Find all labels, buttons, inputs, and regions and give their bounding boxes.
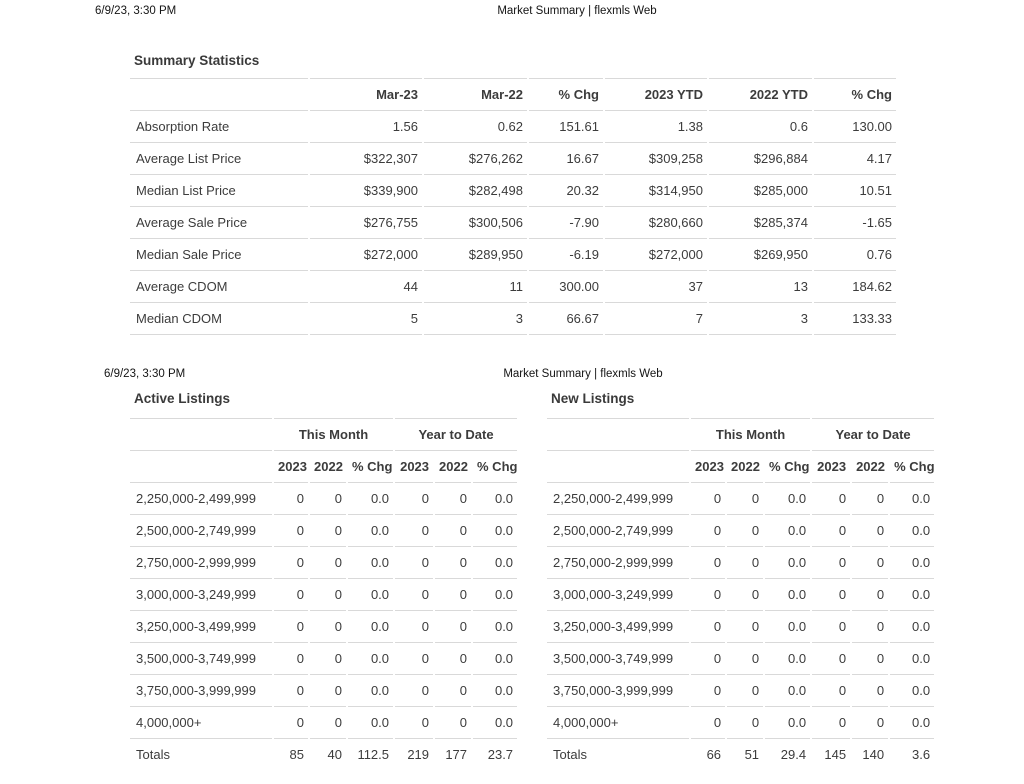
cell-value: 0.0 xyxy=(890,547,934,579)
cell-value: $285,000 xyxy=(709,175,812,207)
table-row xyxy=(547,579,934,611)
cell-value: $276,755 xyxy=(310,207,422,239)
row-label: 2,750,000-2,999,999 xyxy=(130,547,272,579)
cell-value: 0.0 xyxy=(765,515,810,547)
column-header: 2023 xyxy=(274,451,308,483)
cell-value: 0.62 xyxy=(424,111,527,143)
row-label: Absorption Rate xyxy=(130,111,308,143)
cell-value: 0.0 xyxy=(348,675,393,707)
cell-value: 0 xyxy=(727,483,763,515)
cell-value: 51 xyxy=(744,747,760,762)
cell-value: $339,900 xyxy=(310,175,422,207)
row-label: 4,000,000+ xyxy=(130,707,272,739)
cell-value: 0 xyxy=(727,675,763,707)
cell-value: 0 xyxy=(395,579,433,611)
row-label: Median List Price xyxy=(130,175,308,207)
cell-value: 0.0 xyxy=(765,483,810,515)
cell-value: 0 xyxy=(691,643,725,675)
column-header: % Chg xyxy=(814,78,896,111)
cell-value: 0 xyxy=(812,547,850,579)
group-header-blank xyxy=(547,418,689,451)
cell-value: 0 xyxy=(310,707,346,739)
column-header-blank xyxy=(547,451,689,483)
cell-value: 0 xyxy=(691,707,725,739)
cell-value: 0.0 xyxy=(765,707,810,739)
column-header-blank xyxy=(130,451,272,483)
cell-value: -1.65 xyxy=(814,207,896,239)
table-row xyxy=(130,579,517,611)
cell-value: $272,000 xyxy=(310,239,422,271)
row-label: 3,000,000-3,249,999 xyxy=(547,579,689,611)
cell-value: 0 xyxy=(395,611,433,643)
column-header-blank xyxy=(130,78,308,111)
cell-value: 5 xyxy=(310,303,422,335)
cell-value: $280,660 xyxy=(605,207,707,239)
cell-value: 145 xyxy=(824,747,847,762)
cell-value: 3 xyxy=(424,303,527,335)
table-row xyxy=(130,675,517,707)
cell-value: 0 xyxy=(395,675,433,707)
row-label: Totals xyxy=(553,747,588,762)
column-header: % Chg xyxy=(890,451,934,483)
row-label: Average List Price xyxy=(130,143,308,175)
column-header: 2022 xyxy=(727,451,763,483)
section-title-active-listings: Active Listings xyxy=(134,391,231,406)
summary-statistics-body xyxy=(130,111,896,335)
cell-value: 11 xyxy=(424,271,527,303)
print-title: Market Summary | flexmls Web xyxy=(497,5,657,17)
cell-value: -7.90 xyxy=(529,207,603,239)
row-label: 2,250,000-2,499,999 xyxy=(130,483,272,515)
cell-value: 151.61 xyxy=(529,111,603,143)
row-label: Average Sale Price xyxy=(130,207,308,239)
row-label: Average CDOM xyxy=(130,271,308,303)
cell-value: 133.33 xyxy=(814,303,896,335)
table-row xyxy=(547,611,934,643)
column-header: 2022 YTD xyxy=(709,78,812,111)
cell-value: 219 xyxy=(407,747,430,762)
cell-value: $272,000 xyxy=(605,239,707,271)
cell-value: 0 xyxy=(852,483,888,515)
table-row xyxy=(130,707,517,739)
cell-value: 0 xyxy=(812,675,850,707)
cell-value: 37 xyxy=(605,271,707,303)
cell-value: 0 xyxy=(274,611,308,643)
row-label: 3,000,000-3,249,999 xyxy=(130,579,272,611)
cell-value: 0.0 xyxy=(890,611,934,643)
cell-value: 0.0 xyxy=(348,707,393,739)
cell-value: 0.0 xyxy=(890,675,934,707)
cell-value: 177 xyxy=(445,747,468,762)
cell-value: 0 xyxy=(310,515,346,547)
table-row xyxy=(130,111,896,143)
cell-value: 0 xyxy=(274,579,308,611)
cell-value: 0 xyxy=(274,515,308,547)
row-label: 3,250,000-3,499,999 xyxy=(130,611,272,643)
cell-value: $309,258 xyxy=(605,143,707,175)
cell-value: 0.0 xyxy=(348,515,393,547)
cell-value: 0 xyxy=(852,515,888,547)
cell-value: 0 xyxy=(691,675,725,707)
print-timestamp: 6/9/23, 3:30 PM xyxy=(104,368,186,380)
group-header-row xyxy=(130,418,517,451)
cell-value: 0 xyxy=(852,675,888,707)
cell-value: 0 xyxy=(435,611,471,643)
cell-value: 0 xyxy=(310,547,346,579)
table-row xyxy=(547,483,934,515)
cell-value: 300.00 xyxy=(529,271,603,303)
row-label: 3,250,000-3,499,999 xyxy=(547,611,689,643)
cell-value: 0 xyxy=(395,547,433,579)
group-header-row xyxy=(547,418,934,451)
cell-value: 0 xyxy=(274,707,308,739)
cell-value: 0 xyxy=(727,707,763,739)
cell-value: 0 xyxy=(691,483,725,515)
cell-value: 85 xyxy=(289,747,304,762)
cell-value: 0.0 xyxy=(765,547,810,579)
cell-value: 3 xyxy=(709,303,812,335)
cell-value: 20.32 xyxy=(529,175,603,207)
cell-value: 0.0 xyxy=(348,579,393,611)
group-header-this-month: This Month xyxy=(274,418,393,451)
cell-value: 0 xyxy=(812,707,850,739)
cell-value: 0.0 xyxy=(348,547,393,579)
cell-value: 0 xyxy=(812,515,850,547)
active-listings-block xyxy=(128,391,519,770)
cell-value: 0.0 xyxy=(765,579,810,611)
cell-value: 0.6 xyxy=(709,111,812,143)
cell-value: 0 xyxy=(691,547,725,579)
cell-value: 184.62 xyxy=(814,271,896,303)
cell-value: 0 xyxy=(691,611,725,643)
cell-value: 29.4 xyxy=(780,747,807,762)
cell-value: 0.0 xyxy=(473,611,517,643)
cell-value: 0 xyxy=(435,579,471,611)
cell-value: $300,506 xyxy=(424,207,527,239)
cell-value: 0 xyxy=(395,643,433,675)
cell-value: 13 xyxy=(709,271,812,303)
column-header: 2023 xyxy=(395,451,433,483)
cell-value: 140 xyxy=(862,747,885,762)
listing-table-body xyxy=(547,483,934,770)
cell-value: 0.0 xyxy=(473,707,517,739)
cell-value: 0 xyxy=(435,515,471,547)
cell-value: 0 xyxy=(435,547,471,579)
cell-value: $276,262 xyxy=(424,143,527,175)
row-label: 2,250,000-2,499,999 xyxy=(547,483,689,515)
cell-value: 0 xyxy=(852,611,888,643)
cell-value: 0 xyxy=(310,643,346,675)
cell-value: 66.67 xyxy=(529,303,603,335)
table-row xyxy=(130,207,896,239)
column-header: 2022 xyxy=(310,451,346,483)
row-label: Totals xyxy=(136,747,170,762)
cell-value: 7 xyxy=(605,303,707,335)
cell-value: 0.0 xyxy=(473,483,517,515)
active-listings-table xyxy=(128,418,519,770)
row-label: 2,750,000-2,999,999 xyxy=(547,547,689,579)
table-header-row xyxy=(130,78,896,111)
cell-value: 112.5 xyxy=(357,747,390,762)
row-label: 4,000,000+ xyxy=(547,707,689,739)
row-label: 2,500,000-2,749,999 xyxy=(547,515,689,547)
cell-value: 0 xyxy=(435,643,471,675)
section-title-new-listings: New Listings xyxy=(551,391,635,406)
summary-statistics-table xyxy=(128,78,898,335)
cell-value: 4.17 xyxy=(814,143,896,175)
cell-value: 0 xyxy=(274,643,308,675)
cell-value: 0 xyxy=(310,675,346,707)
summary-statistics-section xyxy=(128,53,896,335)
cell-value: $289,950 xyxy=(424,239,527,271)
cell-value: 10.51 xyxy=(814,175,896,207)
cell-value: 0.0 xyxy=(890,515,934,547)
cell-value: 0.76 xyxy=(814,239,896,271)
cell-value: 0 xyxy=(727,611,763,643)
table-row xyxy=(130,303,896,335)
table-row xyxy=(130,515,517,547)
table-row xyxy=(130,483,517,515)
table-row xyxy=(130,739,517,770)
cell-value: 0 xyxy=(691,579,725,611)
cell-value: $322,307 xyxy=(310,143,422,175)
cell-value: 0 xyxy=(812,579,850,611)
row-label: 3,750,000-3,999,999 xyxy=(547,675,689,707)
cell-value: $314,950 xyxy=(605,175,707,207)
cell-value: $296,884 xyxy=(709,143,812,175)
cell-value: 0.0 xyxy=(890,483,934,515)
cell-value: $269,950 xyxy=(709,239,812,271)
cell-value: 0.0 xyxy=(765,611,810,643)
cell-value: 0 xyxy=(812,611,850,643)
table-row xyxy=(547,739,934,770)
new-listings-block xyxy=(545,391,936,770)
cell-value: -6.19 xyxy=(529,239,603,271)
new-listings-table xyxy=(545,418,936,770)
column-header: 2022 xyxy=(852,451,888,483)
cell-value: 44 xyxy=(310,271,422,303)
listing-table-body xyxy=(130,483,517,770)
cell-value: 0 xyxy=(691,515,725,547)
cell-value: 0 xyxy=(310,611,346,643)
cell-value: 1.38 xyxy=(605,111,707,143)
cell-value: 0 xyxy=(812,643,850,675)
cell-value: 1.56 xyxy=(310,111,422,143)
cell-value: 3.6 xyxy=(912,747,931,762)
cell-value: 0.0 xyxy=(473,547,517,579)
table-row xyxy=(547,675,934,707)
cell-value: 0 xyxy=(852,547,888,579)
table-row xyxy=(130,143,896,175)
cell-value: 0 xyxy=(727,643,763,675)
table-row xyxy=(130,271,896,303)
cell-value: 0 xyxy=(852,579,888,611)
table-row xyxy=(130,611,517,643)
row-label: 3,500,000-3,749,999 xyxy=(130,643,272,675)
cell-value: 23.7 xyxy=(487,747,514,762)
cell-value: 0 xyxy=(727,515,763,547)
group-header-this-month: This Month xyxy=(691,418,810,451)
table-row xyxy=(130,175,896,207)
cell-value: 0 xyxy=(274,483,308,515)
cell-value: 0 xyxy=(727,547,763,579)
column-header: 2023 xyxy=(691,451,725,483)
cell-value: 0.0 xyxy=(890,707,934,739)
cell-value: 0 xyxy=(852,643,888,675)
cell-value: $282,498 xyxy=(424,175,527,207)
row-label: Median CDOM xyxy=(130,303,308,335)
group-header-year-to-date: Year to Date xyxy=(812,418,934,451)
cell-value: 0 xyxy=(812,483,850,515)
column-header: 2023 YTD xyxy=(605,78,707,111)
column-header: % Chg xyxy=(765,451,810,483)
row-label: 2,500,000-2,749,999 xyxy=(130,515,272,547)
cell-value: 0 xyxy=(310,579,346,611)
table-row xyxy=(130,547,517,579)
cell-value: 0 xyxy=(395,707,433,739)
cell-value: 0 xyxy=(274,675,308,707)
cell-value: 0.0 xyxy=(890,643,934,675)
table-row xyxy=(547,547,934,579)
column-header: % Chg xyxy=(529,78,603,111)
cell-value: 0.0 xyxy=(473,579,517,611)
table-header-row xyxy=(130,451,517,483)
cell-value: 0.0 xyxy=(890,579,934,611)
column-header: 2023 xyxy=(812,451,850,483)
section-title-summary-statistics: Summary Statistics xyxy=(134,53,260,68)
column-header: Mar-23 xyxy=(310,78,422,111)
cell-value: 0 xyxy=(274,547,308,579)
column-header: % Chg xyxy=(348,451,393,483)
cell-value: 0 xyxy=(727,579,763,611)
table-row xyxy=(547,707,934,739)
table-row xyxy=(130,643,517,675)
cell-value: 0.0 xyxy=(473,643,517,675)
cell-value: 0.0 xyxy=(473,515,517,547)
row-label: 3,750,000-3,999,999 xyxy=(130,675,272,707)
cell-value: 0.0 xyxy=(348,611,393,643)
column-header: 2022 xyxy=(435,451,471,483)
column-header: Mar-22 xyxy=(424,78,527,111)
cell-value: 0.0 xyxy=(348,643,393,675)
cell-value: 40 xyxy=(327,747,342,762)
cell-value: 0 xyxy=(435,707,471,739)
cell-value: 16.67 xyxy=(529,143,603,175)
print-timestamp: 6/9/23, 3:30 PM xyxy=(95,5,177,17)
cell-value: 66 xyxy=(706,747,722,762)
listings-section xyxy=(128,391,935,770)
table-row xyxy=(547,643,934,675)
print-title: Market Summary | flexmls Web xyxy=(503,368,663,380)
cell-value: 0.0 xyxy=(765,643,810,675)
cell-value: 0 xyxy=(435,675,471,707)
cell-value: $285,374 xyxy=(709,207,812,239)
table-header-row xyxy=(547,451,934,483)
table-row xyxy=(130,239,896,271)
cell-value: 0 xyxy=(310,483,346,515)
cell-value: 0.0 xyxy=(348,483,393,515)
group-header-blank xyxy=(130,418,272,451)
cell-value: 0 xyxy=(395,515,433,547)
cell-value: 0 xyxy=(435,483,471,515)
cell-value: 0.0 xyxy=(473,675,517,707)
column-header: % Chg xyxy=(473,451,517,483)
cell-value: 0 xyxy=(395,483,433,515)
row-label: Median Sale Price xyxy=(130,239,308,271)
table-row xyxy=(547,515,934,547)
row-label: 3,500,000-3,749,999 xyxy=(547,643,689,675)
cell-value: 0 xyxy=(852,707,888,739)
cell-value: 0.0 xyxy=(765,675,810,707)
group-header-year-to-date: Year to Date xyxy=(395,418,517,451)
cell-value: 130.00 xyxy=(814,111,896,143)
